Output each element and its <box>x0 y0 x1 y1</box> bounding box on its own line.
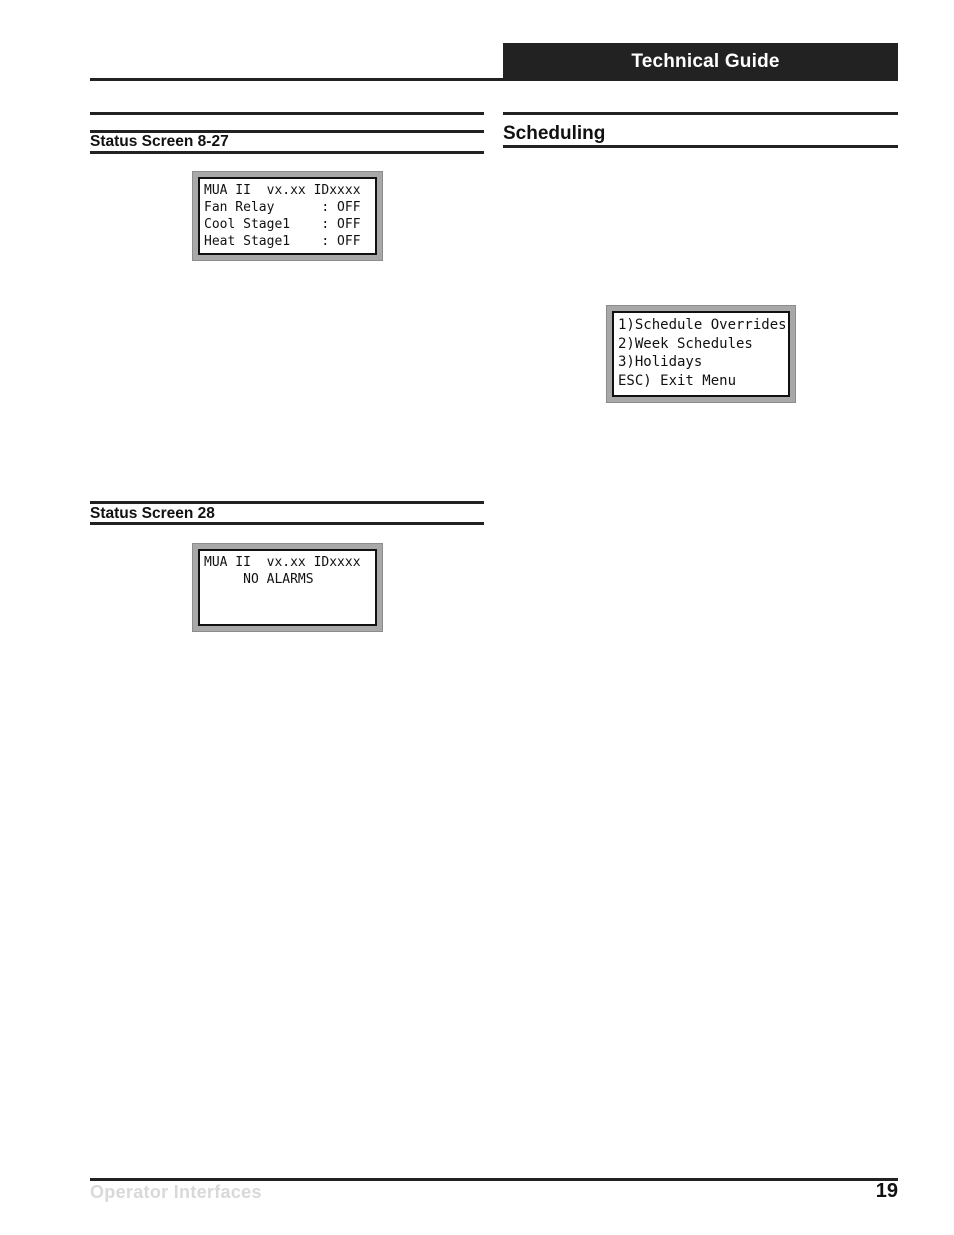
section-rule-bottom <box>90 522 484 525</box>
lcd-line: Heat Stage1 : OFF <box>204 234 361 249</box>
lcd-display-status-28 <box>192 543 383 632</box>
section-rule-bottom <box>503 145 898 148</box>
header-banner <box>503 43 898 81</box>
footer-section-label: Operator Interfaces <box>90 1182 262 1202</box>
header-rule <box>90 78 504 81</box>
lcd-screen <box>198 549 377 626</box>
lcd-screen <box>198 177 377 255</box>
menu-item-exit: ESC) Exit Menu <box>618 372 737 389</box>
right-column-top-rule <box>503 112 898 115</box>
section-title-status-28: Status Screen 28 <box>90 505 215 522</box>
left-column-top-rule <box>90 112 484 115</box>
lcd-display-status-8-27 <box>192 171 383 261</box>
lcd-line: Cool Stage1 : OFF <box>204 217 361 232</box>
section-rule-top <box>90 501 484 504</box>
menu-item-holidays: 3)Holidays <box>618 354 703 370</box>
section-title-status-8-27: Status Screen 8-27 <box>90 133 229 150</box>
lcd-screen <box>612 311 790 397</box>
section-rule-bottom <box>90 151 484 154</box>
lcd-line: NO ALARMS <box>204 572 314 587</box>
section-title-scheduling: Scheduling <box>503 123 606 144</box>
page-number: 19 <box>875 1180 898 1202</box>
lcd-display-scheduling-menu <box>606 305 796 403</box>
lcd-line: MUA II vx.xx IDxxxx <box>204 183 361 198</box>
header-title: Technical Guide <box>631 51 780 72</box>
footer-rule <box>90 1178 898 1181</box>
lcd-line: Fan Relay : OFF <box>204 200 361 215</box>
menu-item-schedule-overrides: 1)Schedule Overrides <box>618 317 787 333</box>
lcd-line: MUA II vx.xx IDxxxx <box>204 555 361 570</box>
menu-item-week-schedules: 2)Week Schedules <box>618 335 753 352</box>
